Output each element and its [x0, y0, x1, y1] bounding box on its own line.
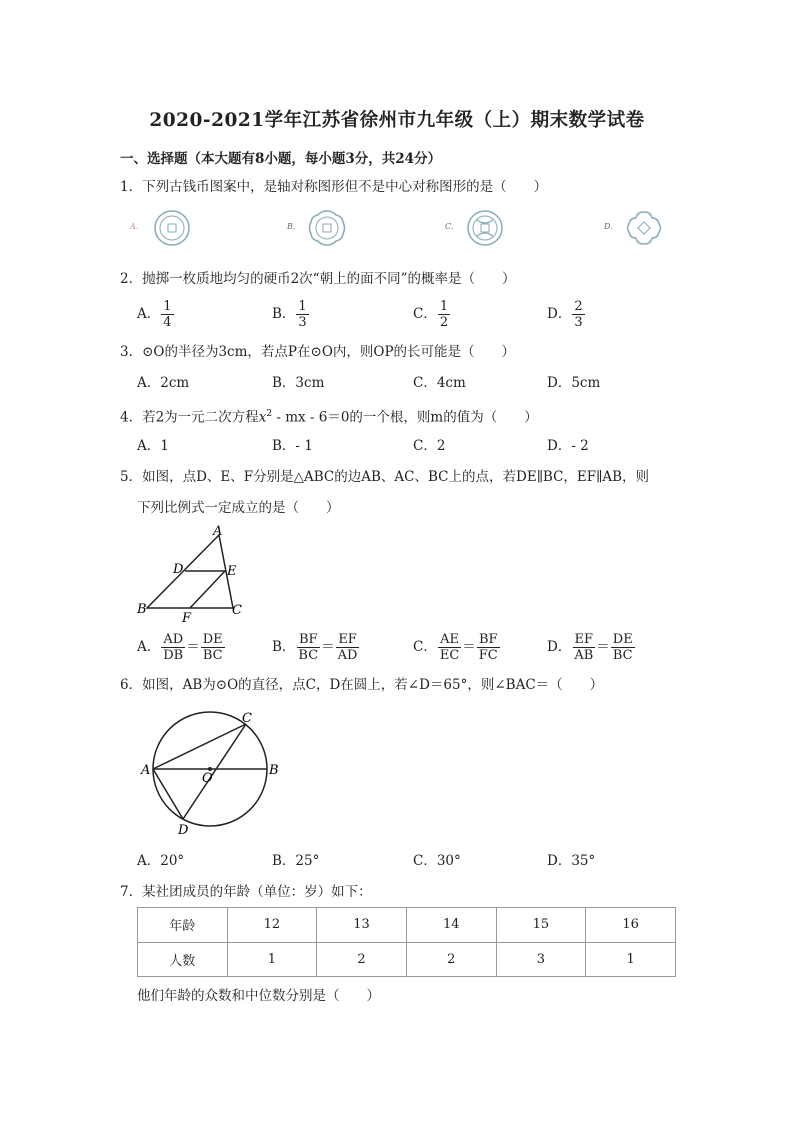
question-7-stem: 7．某社团成员的年龄（单位：岁）如下：	[120, 884, 372, 900]
table-cell: 15	[496, 908, 586, 943]
denominator: AD	[337, 648, 358, 663]
question-7-followup: 他们年龄的众数和中位数分别是（ ）	[137, 988, 380, 1004]
table-cell: 年龄	[138, 908, 228, 943]
denominator: BC	[298, 648, 319, 663]
age-table	[137, 907, 676, 977]
q5-option-d[interactable]	[547, 632, 636, 663]
point-b-label: B	[137, 602, 147, 617]
numerator: AE	[440, 632, 459, 647]
option-label: A.	[130, 222, 139, 231]
table-cell: 1	[586, 942, 676, 977]
point-a-label: A	[213, 524, 223, 539]
table-cell: 2	[317, 942, 407, 977]
table-row	[138, 908, 676, 943]
q6-option-c[interactable]: C．30°	[413, 853, 461, 869]
q6-option-a[interactable]: A．20°	[137, 853, 185, 869]
question-1-stem: 1．下列古钱币图案中，是轴对称图形但不是中心对称图形的是（ ）	[120, 179, 548, 195]
q4-option-d[interactable]: D．- 2	[547, 438, 589, 454]
denominator: BC	[612, 648, 633, 663]
option-label: C．	[413, 306, 437, 322]
option-label: D．	[547, 306, 572, 322]
fraction	[477, 632, 500, 663]
denominator: 3	[298, 315, 307, 330]
numerator: BF	[478, 632, 498, 647]
option-label: B．	[272, 306, 296, 322]
table-cell: 13	[317, 908, 407, 943]
fraction	[336, 632, 360, 663]
point-c-label: C	[242, 711, 252, 726]
point-o-label: O	[202, 771, 213, 786]
triangle-figure	[135, 522, 250, 624]
exponent: 2	[266, 409, 273, 419]
equals-sign: ＝	[321, 639, 335, 655]
option-label: A．	[137, 306, 161, 322]
table-cell: 人数	[138, 942, 228, 977]
point-b-label: B	[269, 763, 279, 778]
fraction	[296, 632, 320, 663]
numerator: 2	[574, 299, 583, 314]
q5-option-c[interactable]	[413, 632, 501, 663]
table-cell: 3	[496, 942, 586, 977]
option-label: D.	[604, 222, 613, 231]
q6-option-d[interactable]: D．35°	[547, 853, 596, 869]
q5-option-a[interactable]	[137, 632, 226, 663]
q3-option-a[interactable]: A．2cm	[137, 375, 190, 391]
option-label: B．	[272, 639, 296, 655]
numerator: EF	[338, 632, 357, 647]
q4-option-b[interactable]: B．- 1	[272, 438, 313, 454]
table-cell: 2	[406, 942, 496, 977]
question-4-stem	[120, 405, 538, 427]
q2-option-b[interactable]	[272, 299, 310, 330]
q3-option-d[interactable]: D．5cm	[547, 375, 601, 391]
q6-option-b[interactable]: B．25°	[272, 853, 320, 869]
point-d-label: D	[173, 562, 184, 577]
fraction	[161, 632, 185, 663]
option-label: C．	[413, 639, 437, 655]
q4-option-a[interactable]: A．1	[137, 438, 169, 454]
q4-option-c[interactable]: C．2	[413, 438, 446, 454]
circle-figure	[138, 708, 283, 840]
point-f-label: F	[182, 611, 192, 624]
question-6-stem: 6．如图，AB为⊙O的直径，点C，D在圆上，若∠D＝65°，则∠BAC＝（ ）	[120, 677, 604, 693]
table-cell: 1	[227, 942, 317, 977]
fraction	[201, 632, 225, 663]
denominator: 4	[163, 315, 172, 330]
q2-option-a[interactable]	[137, 299, 175, 330]
section-heading: 一、选择题（本大题有8小题，每小题3分，共24分）	[120, 151, 442, 167]
point-c-label: C	[232, 603, 242, 618]
numerator: 1	[439, 299, 449, 314]
option-label: B.	[287, 222, 296, 231]
numerator: DE	[612, 632, 633, 647]
table-cell: 12	[227, 908, 317, 943]
equals-sign: ＝	[186, 639, 200, 655]
option-label: D．	[547, 639, 572, 655]
table-cell: 16	[586, 908, 676, 943]
page-title: 2020-2021学年江苏省徐州市九年级（上）期末数学试卷	[149, 110, 645, 131]
numerator: 1	[298, 299, 307, 314]
table-cell: 14	[406, 908, 496, 943]
stem-part: - mx - 6＝0的一个根，则m的值为（ ）	[272, 409, 538, 426]
numerator: DE	[202, 632, 223, 647]
coin-a-icon	[152, 210, 192, 250]
point-d-label: D	[178, 823, 189, 838]
fraction	[296, 299, 308, 330]
numerator: 1	[163, 299, 172, 314]
fraction	[438, 299, 450, 330]
option-label: C.	[445, 222, 454, 231]
equals-sign: ＝	[462, 639, 476, 655]
numerator: AD	[163, 632, 184, 647]
q3-option-b[interactable]: B．3cm	[272, 375, 325, 391]
q2-option-c[interactable]	[413, 299, 451, 330]
denominator: 2	[439, 315, 449, 330]
denominator: EC	[439, 648, 460, 663]
option-label: A．	[137, 639, 161, 655]
point-a-label: A	[141, 763, 151, 778]
fraction	[438, 632, 461, 663]
question-2-stem: 2．抛掷一枚质地均匀的硬币2次“朝上的面不同”的概率是（ ）	[120, 271, 516, 287]
fraction	[572, 632, 595, 663]
fraction	[611, 632, 635, 663]
q2-option-d[interactable]	[547, 299, 586, 330]
point-e-label: E	[227, 564, 237, 579]
stem-part: 4．若2为一元二次方程	[120, 409, 259, 426]
question-5-stem-line1: 5．如图，点D、E、F分别是△ABC的边AB、AC、BC上的点，若DE∥BC，EF∥AB，则	[120, 469, 650, 485]
question-3-stem: 3．⊙O的半径为3cm，若点P在⊙O内，则OP的长可能是（ ）	[120, 344, 516, 360]
numerator: BF	[299, 632, 318, 647]
coin-c-icon	[465, 210, 505, 250]
denominator: 3	[574, 315, 583, 330]
coin-b-icon	[307, 210, 347, 250]
denominator: BC	[202, 648, 223, 663]
question-5-stem-line2: 下列比例式一定成立的是（ ）	[137, 500, 340, 516]
q5-option-b[interactable]	[272, 632, 360, 663]
fraction	[572, 299, 584, 330]
numerator: EF	[574, 632, 594, 647]
q3-option-c[interactable]: C．4cm	[413, 375, 466, 391]
table-row	[138, 942, 676, 977]
fraction	[161, 299, 173, 330]
denominator: FC	[478, 648, 498, 663]
variable-x: x	[258, 409, 267, 426]
equals-sign: ＝	[596, 639, 610, 655]
coin-d-icon	[624, 210, 664, 250]
denominator: DB	[163, 648, 184, 663]
denominator: AB	[574, 648, 594, 663]
